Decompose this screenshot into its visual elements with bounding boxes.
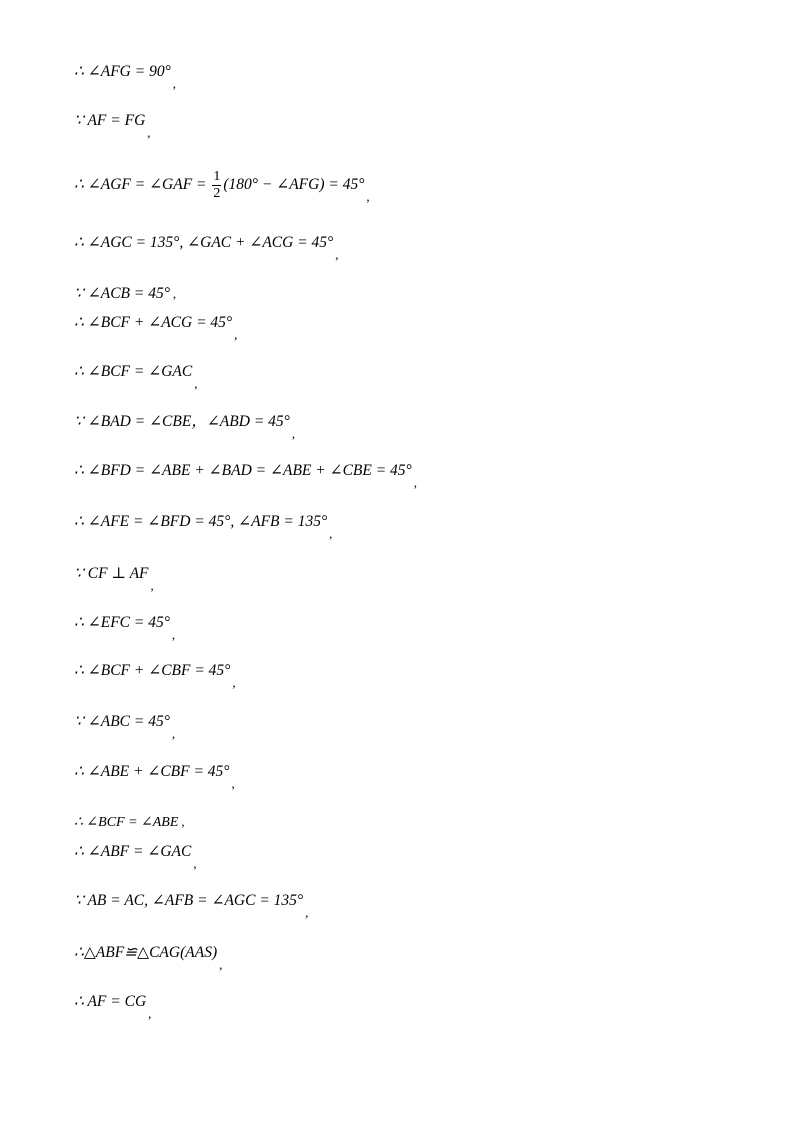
proof-line-14 (74, 712, 176, 741)
proof-line-15 (74, 762, 235, 791)
proof-statement: ∴ ∠BCF = ∠GAC (74, 363, 193, 380)
proof-line-12 (74, 613, 176, 642)
trailing-comma: , (335, 247, 339, 262)
trailing-comma: , (291, 426, 296, 441)
proof-line-16 (74, 812, 185, 833)
proof-line-7 (74, 362, 198, 391)
proof-statement: ∴ ∠ABF = ∠GAC (74, 843, 192, 860)
proof-line-10 (74, 512, 333, 541)
proof-statement: ∵ ∠ABC = 45° (74, 713, 170, 730)
trailing-comma: , (194, 376, 198, 391)
proof-line-18 (74, 891, 309, 920)
fraction (212, 170, 221, 201)
proof-statement: ∴ AF = CG (74, 993, 147, 1010)
trailing-comma: , (413, 475, 418, 490)
proof-line-17 (74, 842, 197, 871)
trailing-comma: , (147, 125, 151, 140)
fraction-denominator: 2 (213, 186, 221, 201)
proof-statement-post: (180° − ∠AFG) = 45° (223, 176, 365, 194)
proof-statement: ∴ ∠BCF = ∠ABE (74, 815, 179, 830)
proof-line-13 (74, 661, 236, 690)
proof-line-1 (74, 62, 177, 91)
proof-statement: ∵ AF = FG (74, 112, 146, 129)
fraction-numerator: 1 (213, 169, 221, 184)
proof-line-6 (74, 313, 238, 342)
trailing-comma: , (148, 1006, 152, 1021)
proof-line-20 (74, 992, 152, 1021)
trailing-comma: , (193, 856, 197, 871)
trailing-comma: , (366, 189, 370, 205)
trailing-comma: , (172, 76, 177, 91)
proof-statement: ∵ AB = AC, ∠AFB = ∠AGC = 135° (74, 892, 304, 909)
proof-line-4 (74, 233, 339, 262)
trailing-comma: , (150, 578, 154, 593)
proof-statement: ∵ ∠ACB = 45° (74, 285, 170, 302)
proof-line-8 (74, 412, 296, 441)
proof-statement: ∴ ∠ABE + ∠CBF = 45° (74, 763, 230, 780)
proof-line-5 (74, 284, 176, 304)
proof-line-2 (74, 111, 151, 140)
proof-statement-pre: ∴ ∠AGF = ∠GAF = (74, 176, 207, 194)
proof-statement: ∴ ∠AFG = 90° (74, 63, 171, 80)
trailing-comma: , (172, 286, 177, 301)
trailing-comma: , (171, 627, 176, 642)
proof-statement: ∴ ∠AGC = 135°, ∠GAC + ∠ACG = 45° (74, 234, 334, 251)
proof-statement: ∵ ∠BAD = ∠CBE，∠ABD = 45° (74, 413, 290, 430)
trailing-comma: , (171, 726, 176, 741)
trailing-comma: , (231, 776, 235, 791)
trailing-comma: , (181, 814, 185, 829)
trailing-comma: , (219, 957, 223, 972)
proof-line-3 (74, 169, 370, 205)
proof-statement: ∴ ∠BCF + ∠CBF = 45° (74, 662, 231, 679)
proof-statement: ∵ CF ⊥ AF (74, 565, 149, 582)
proof-line-9 (74, 461, 418, 490)
trailing-comma: , (234, 327, 238, 342)
proof-line-19 (74, 943, 223, 972)
proof-statement: ∴△ABF≌△CAG(AAS) (74, 944, 218, 961)
proof-line-11 (74, 564, 154, 593)
trailing-comma: , (232, 675, 236, 690)
trailing-comma: , (329, 526, 333, 541)
proof-statement: ∴ ∠BCF + ∠ACG = 45° (74, 314, 233, 331)
trailing-comma: , (305, 905, 309, 920)
proof-statement: ∴ ∠BFD = ∠ABE + ∠BAD = ∠ABE + ∠CBE = 45° (74, 462, 412, 479)
proof-statement: ∴ ∠EFC = 45° (74, 614, 170, 631)
proof-statement: ∴ ∠AFE = ∠BFD = 45°, ∠AFB = 135° (74, 513, 328, 530)
